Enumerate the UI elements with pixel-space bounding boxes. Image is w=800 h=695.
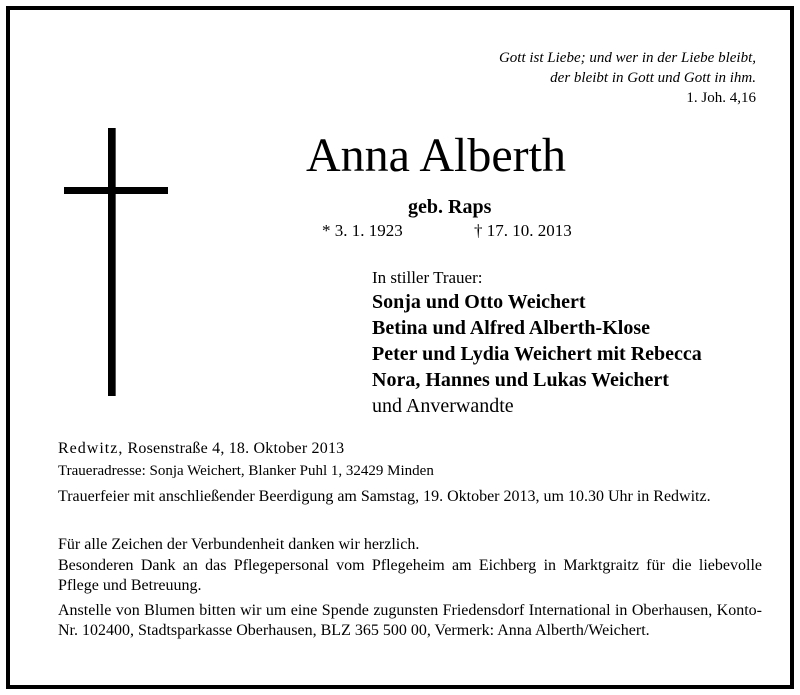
donation-text: Anstelle von Blumen bitten wir um eine Spende zugunsten Friedensdorf International in Oberhausen, Konto-Nr. 102400, Stadtsparkasse Oberhausen, BLZ 365 500 00, Vermerk: Anna Alberth/Weichert. [58,602,762,639]
special-thanks-text: Besonderen Dank an das Pflegepersonal vom Pflegeheim am Eichberg in Marktgraitz für die liebevolle Pflege und Betreuung. [58,557,762,594]
maiden-name: geb. Raps [408,196,492,218]
mourner-name: Peter und Lydia Weichert mit Rebecca [372,343,702,365]
mourning-address: Traueradresse: Sonja Weichert, Blanker Puhl 1, 32429 Minden [58,463,434,479]
cross-icon [108,128,115,396]
place-and-date [58,439,762,459]
mourner-name: Nora, Hannes und Lukas Weichert [372,369,669,391]
deceased-name: Anna Alberth [306,129,566,182]
bible-verse [396,48,756,88]
mourners-outro: und Anverwandte [372,395,514,417]
mourners-block [372,267,782,419]
mourners-intro: In stiller Trauer: [372,268,483,287]
bible-verse-line: der bleibt in Gott und Gott in ihm. [550,70,756,86]
thanks-text: Für alle Zeichen der Verbundenheit danken wir herzlich. [58,536,420,553]
funeral-ceremony: Trauerfeier mit anschließender Beerdigung am Samstag, 19. Oktober 2013, um 10.30 Uhr in Redwitz. [58,488,711,505]
death-date: † 17. 10. 2013 [474,221,572,240]
mourner-name: Betina und Alfred Alberth-Klose [372,317,650,339]
bible-verse-reference: 1. Joh. 4,16 [686,90,756,106]
birth-date: * 3. 1. 1923 [322,221,403,240]
place-rest: Rosenstraße 4, 18. Oktober 2013 [123,440,345,457]
obituary-frame [6,6,794,689]
bible-verse-line: Gott ist Liebe; und wer in der Liebe bleibt, [498,50,756,66]
cross-icon-beam [64,187,168,194]
cross-icon-shadow [115,128,116,396]
place-city: Redwitz, [58,440,124,457]
mourner-name: Sonja und Otto Weichert [372,291,586,313]
